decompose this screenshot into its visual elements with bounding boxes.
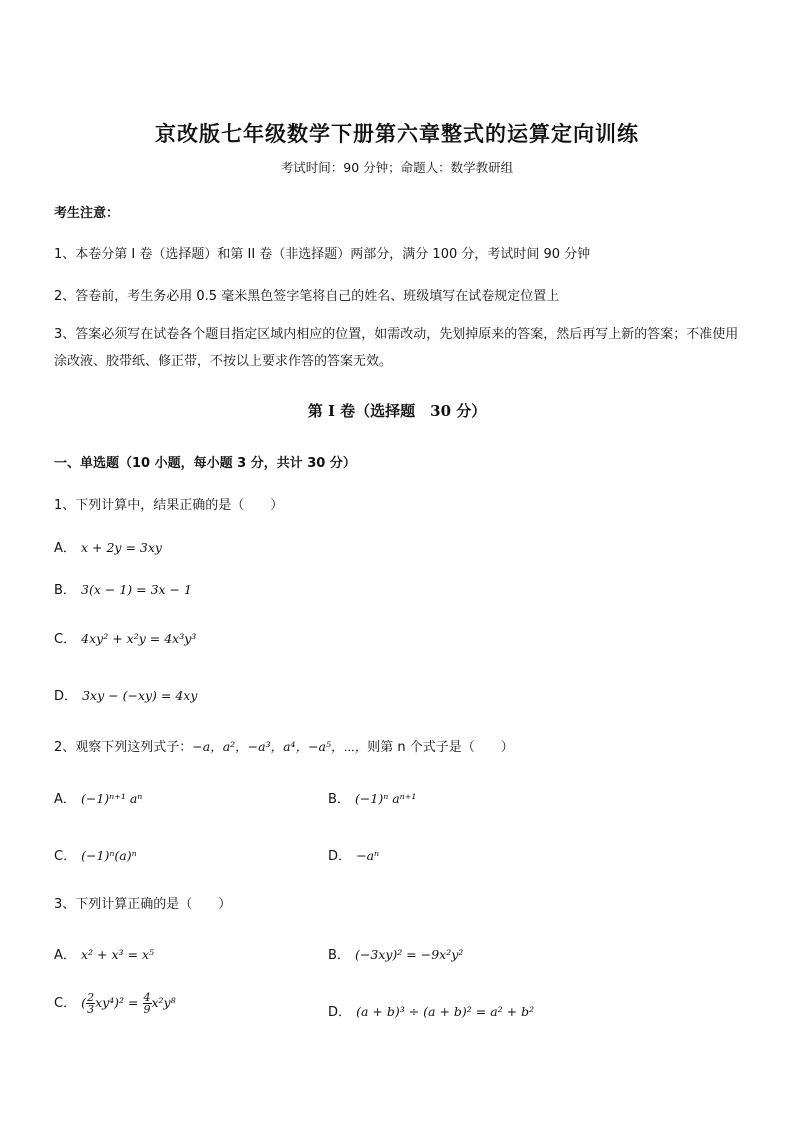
option-label: C．: [54, 632, 77, 647]
option-label: A．: [54, 948, 76, 963]
stem-prefix: 2、观察下列这列式子：: [54, 740, 193, 755]
expr-part: (: [81, 995, 87, 1010]
question-2-option-a[interactable]: [54, 788, 142, 807]
question-1-option-a[interactable]: [54, 537, 162, 556]
option-expression: (−1)ⁿ(a)ⁿ: [81, 848, 137, 863]
option-label: B．: [328, 792, 350, 807]
option-expression: 3(x − 1) = 3x − 1: [81, 582, 192, 597]
question-3-option-c[interactable]: [54, 992, 176, 1015]
option-expression: 4xy² + x²y = 4x³y³: [81, 631, 197, 646]
question-1-option-d[interactable]: [54, 685, 197, 704]
fraction-numerator: 2: [87, 991, 95, 1004]
fraction-denominator: 9: [143, 1003, 151, 1016]
notice-heading: 考生注意：: [54, 206, 120, 221]
notice-item-3: 3、答案必须写在试卷各个题目指定区域内相应的位置，如需改动，先划掉原来的答案，然后再写上新的答案；不准使用涂改液、胶带纸、修正带，不按以上要求作答的答案无效。: [54, 327, 739, 369]
stem-sequence: −a，a²，−a³，a⁴，−a⁵，⋯，: [192, 739, 368, 754]
question-1-option-b[interactable]: [54, 579, 192, 598]
stem-suffix: 则第 n 个式子是（ ）: [367, 740, 514, 755]
question-3-stem: 3、下列计算正确的是（ ）: [54, 897, 232, 912]
option-label: C．: [54, 996, 77, 1011]
question-1-option-c[interactable]: [54, 628, 196, 647]
option-label: C．: [54, 849, 77, 864]
question-3-option-a[interactable]: [54, 944, 154, 963]
option-expression: x² + x³ = x⁵: [81, 947, 155, 962]
section-title: 第 I 卷（选择题 30 分）: [307, 402, 487, 420]
question-2-option-c[interactable]: [54, 845, 137, 864]
option-expression: [81, 991, 176, 1016]
question-3-option-d[interactable]: [328, 1001, 534, 1020]
question-2-option-d[interactable]: [328, 845, 379, 864]
option-expression: (a + b)³ ÷ (a + b)² = a² + b²: [356, 1004, 535, 1019]
option-expression: 3xy − (−xy) = 4xy: [82, 688, 198, 703]
option-label: D．: [54, 689, 78, 704]
option-expression: (−1)ⁿ aⁿ⁺¹: [355, 791, 417, 806]
option-expression: (−1)ⁿ⁺¹ aⁿ: [81, 791, 143, 806]
option-label: D．: [328, 1005, 352, 1020]
option-label: D．: [328, 849, 352, 864]
notice-item-2: 2、答卷前，考生务必用 0.5 毫米黑色签字笔将自己的姓名、班级填写在试卷规定位置上: [54, 289, 560, 304]
fraction: [86, 992, 95, 1015]
option-expression: x + 2y = 3xy: [81, 540, 162, 555]
option-label: B．: [328, 948, 350, 963]
option-label: A．: [54, 541, 76, 556]
fraction-denominator: 3: [87, 1003, 95, 1016]
part-title: 一、单选题（10 小题，每小题 3 分，共计 30 分）: [54, 456, 356, 471]
expr-part: xy⁴)² =: [95, 995, 143, 1010]
page-title: 京改版七年级数学下册第六章整式的运算定向训练: [155, 121, 639, 146]
expr-part: x²y⁸: [151, 995, 176, 1010]
fraction: [143, 992, 152, 1015]
option-expression: (−3xy)² = −9x²y²: [355, 947, 464, 962]
option-expression: −aⁿ: [356, 848, 380, 863]
question-2-option-b[interactable]: [328, 788, 416, 807]
option-label: A．: [54, 792, 76, 807]
question-1-stem: 1、下列计算中，结果正确的是（ ）: [54, 498, 284, 513]
question-3-option-b[interactable]: [328, 944, 463, 963]
question-2-stem: [54, 736, 514, 755]
option-label: B．: [54, 583, 76, 598]
fraction-numerator: 4: [143, 991, 151, 1004]
exam-subtitle: 考试时间：90 分钟；命题人：数学教研组: [280, 160, 514, 175]
notice-item-1: 1、本卷分第 I 卷（选择题）和第 II 卷（非选择题）两部分，满分 100 分，考试时间 90 分钟: [54, 247, 591, 262]
